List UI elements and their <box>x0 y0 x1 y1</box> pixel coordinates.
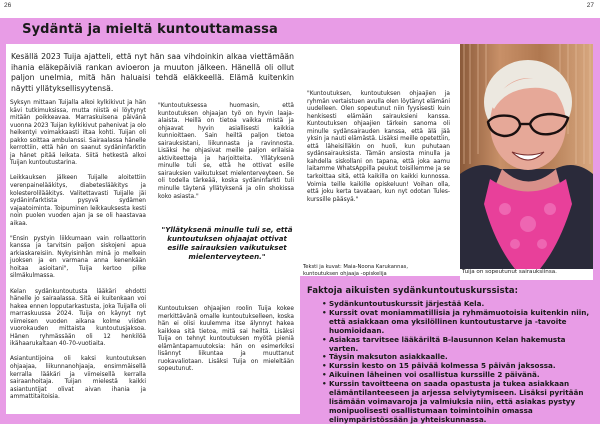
facts-title: Faktoja aikuisten sydänkuntoutuskurssista: <box>307 285 519 295</box>
article-title: Sydäntä ja mieltä kuntouttamassa <box>22 22 278 37</box>
fact-item: • Kurssit ovat moniammatillisia ja ryhmämuotoisia kuitenkin niin, että asiakkaan oma yksilöllinen kuntoutustarve ja -tavoite huomioidaan. <box>322 309 592 336</box>
page-number-left: 26 <box>4 2 12 9</box>
fact-item: • Asiakas tarvitsee lääkäriltä B-lausunnon Kelan hakemusta varten. <box>322 336 592 354</box>
credit-line: Teksti ja kuvat: Maia-Noona Karukannas, <box>303 264 408 270</box>
article-column-2-continued <box>158 306 294 381</box>
article-column-3 <box>307 91 450 212</box>
paragraph: Kuntoutuksen ohjaajien roolin Tuija kokee merkittävänä omalle kuntoutukselleen, koska hän ei olisi kuulemma itse älynnyt hakea kaikkea sitä tietoa, mitä sai heiltä. Lisäksi Tuija on tehnyt kuntoutuksen myötä pieniä elämäntapamuutoksia: hän on esimerkiksi lisännyt liikuntaa ja muuttanut ruokavaliotaan. Lisäksi Tuija on mieleltään sopeutunut. <box>158 306 294 373</box>
article-column-1 <box>10 100 146 409</box>
paragraph: Leikkauksen jälkeen Tuijalle aloitettiin verenpainelääkitys, diabeteslääkitys ja kolesterolilääkitys. Valitettavasti Tuijalle jäi sydäninfarktista pysyvä sydämen vajaatoiminta. Toipuminen leikkauksesta kesti noin puolen vuoden ajan ja se oli haastavaa aikaa. <box>10 175 146 227</box>
page-number-right: 27 <box>586 2 594 9</box>
paragraph: Kelan sydänkuntoutusta lääkäri ehdotti hänelle jo sairaalassa. Sitä ei kuitenkaan voi hakea ennen lopputarkastusta, joka Tuijalla oli marraskuussa 2024. Tuija on käynyt nyt viimeisen vuoden aikana kolme viiden vuorokauden mittaista kuntoutusjaksoa. Hänen ryhmässään oli 12 henkilöä ikähaarukaltaan 40-70-vuotiaita. <box>10 288 146 348</box>
quote-paragraph: "Kuntoutuksessa huomasin, että kuntoutuksen ohjaajan työ on hyvin laaja-alaista. Heillä on tietoa vaikka mistä ja ohjaavat hyvin asiallisesti kaikkia kunnioittaen. Sain heiltä paljon tietoa sairauksistani, liikunnasta ja ravinnosta. Lisäksi he ohjasivat meille paljon erilaisia aktiviteetteja ja harjoitteita. Yllätyksenä minulle tuli se, että he ottivat esille sairauksien vaikutukset mielenterveyteen. Se oli todella tärkeää, koska sydäninfarkti tuli minulle täytenä yllätyksenä ja olin shokissa koko asiasta." <box>158 103 294 200</box>
fact-item: • Täysin maksuton asiakkaalle. <box>322 353 592 362</box>
pull-quote: "Yllätyksenä minulle tuli se, että kuntoutuksen ohjaajat ottivat esille sairauksien vaikutukset mielenterveyteen." <box>161 225 293 261</box>
fact-item: • Kurssin tavoitteena on saada opastusta ja tukea asiakkaan elämäntilanteeseen ja arjessa selviytymiseen. Lisäksi pyritään lisämään voimavaroja ja valmiuksia niin, että asiakas pystyy monipuolisesti osallistumaan toimintoihin omassa elinympäristössään ja yhteiskunnassa. <box>322 380 592 424</box>
paragraph: Asiantuntijoina oli kaksi kuntoutuksen ohjaajaa, liikunnanohjaaja, ensimmäisellä kerralla lääkäri ja viimeisellä kerralla sairaanhoitaja. Tuijan mielestä kaikki asiantuntijat olivat aivan ihania ja ammattitaitoisia. <box>10 356 146 401</box>
portrait-photo <box>460 44 593 269</box>
quote-paragraph: "Kuntoutuksen, kuntoutuksen ohjaajien ja ryhmän vertaistuen avulla olen löytänyt elämäni uudelleen. Olen sopeutunut niin fyysisesti kuin henkisesti elämään sairauksieni kanssa. Kuntoutuksen ohjaajien tärkein sanoma oli minulle sydänsairauden kanssa, että älä jää yksin ja nauti elämästä. Lisäksi meille opetettiin, että läheisilläkin on huoli, kun puhutaan sydänsairauksista. Tämän ansiosta minulla ja kahdella siskollani on tapana, että joka aamu laitamme WhatsAppilla peukut toisillemme ja se tarkoittaa sitä, että kaikilla on kaikki kunnossa. Voimia teille kaikille opiskeluun! Voihan olla, että joku kerta tavataan, kun nyt odotan Tules-kurssille pääsyä." <box>307 91 450 203</box>
fact-item: • Sydänkuntoutuskurssit järjestää Kela. <box>322 300 592 309</box>
facts-list <box>322 300 592 424</box>
photo-caption: Tuija on sopeutunut sairauksiinsa. <box>462 269 557 275</box>
fact-item: • Kurssin kesto on 15 päivää kolmessa 5 päivän jaksossa. <box>322 362 592 371</box>
credit-line: kuntoutuksen ohjaaja -opiskelija <box>303 270 387 277</box>
article-lead: Kesällä 2023 Tuija ajatteli, että nyt hän saa vihdoinkin alkaa viettämään ihania eläkepäiviä rankan avioeron ja muuton jälkeen. Hänellä oli ollut paljon unelmia, mitä hän haluaisi tehdä eläkkeellä. Elämä kuitenkin näytti yllätyksellisyytensä. <box>11 52 294 93</box>
fact-item: • Aikuinen läheinen voi osallistua kurssille 2 päivänä. <box>322 371 592 380</box>
paragraph: "Ensin pystyin liikkumaan vain rollaattorin kanssa ja tarvitsin paljon siskojeni apua arkiaskareisiin. Nykyisinhän minä jo melkein juoksen ja en varmana anna kenenkään hoitaa asioitani", Tuija kertoo pilke silmäkulmassa. <box>10 235 146 280</box>
portrait-illustration <box>460 44 593 269</box>
article-column-2 <box>158 103 294 209</box>
author-credit <box>303 264 463 278</box>
paragraph: Syksyn mittaan Tuijalla alkoi kylkikivut ja hän kävi tutkimuksissa, mutta niistä ei löytynyt mitään poikkeavaa. Marraskuisena päivänä vuonna 2023 Tuijan kylkikivut pahenivat ja olo heikentyi voimakkaasti iltaa kohti. Tuijan oli pakko soittaa ambulanssi. Sairaalassa hänelle kerrottiin, että hän on saanut sydäninfarktin ja hänet pitää leikata. Siitä hetkestä alkoi Tuijan kuntoutustarina. <box>10 100 146 167</box>
